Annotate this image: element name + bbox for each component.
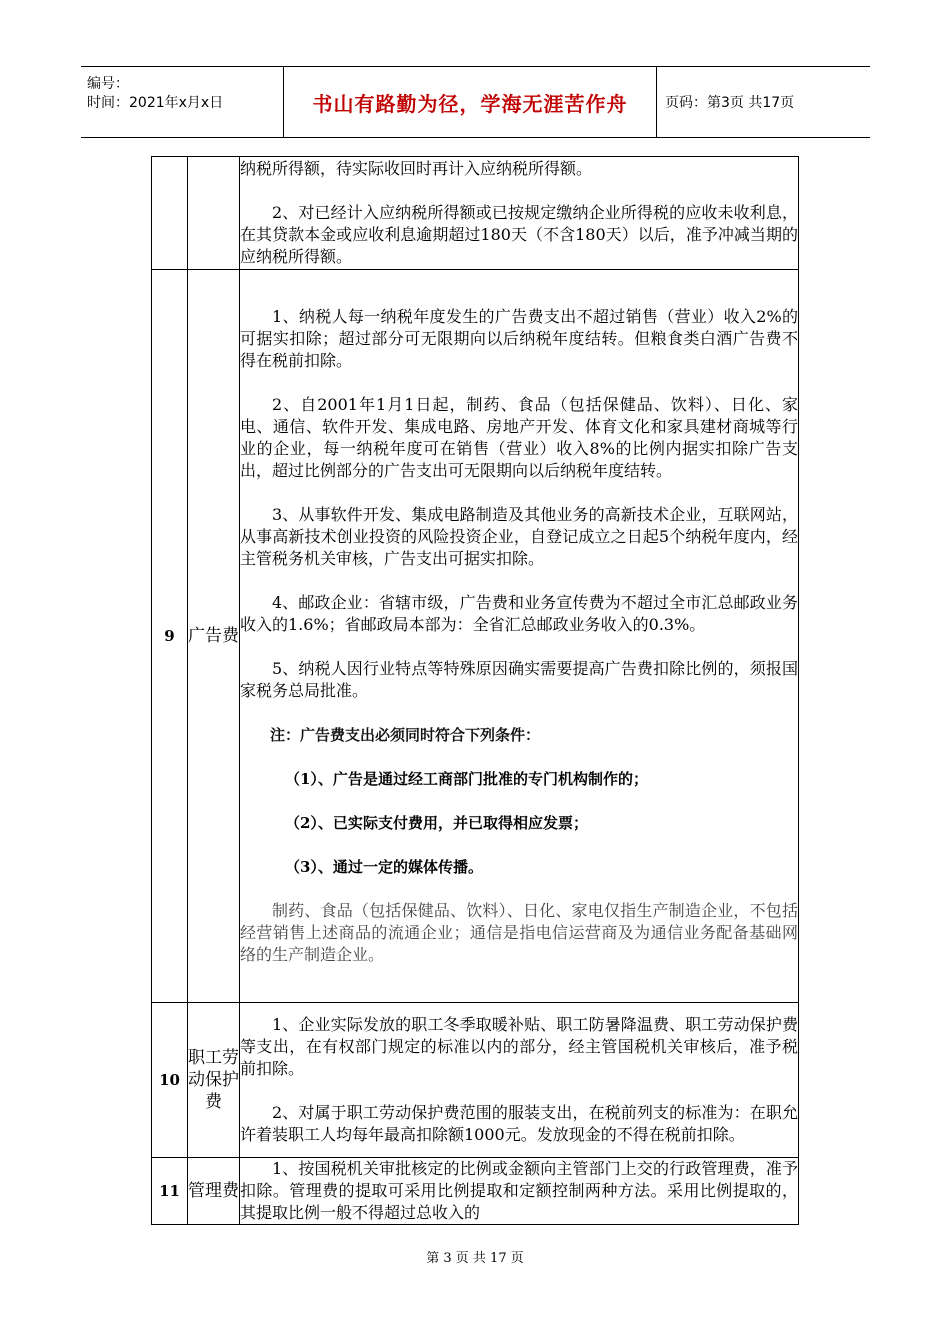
condition-item: （3）、通过一定的媒体传播。 bbox=[285, 858, 483, 876]
paragraph: 2、对属于职工劳动保护费范围的服装支出，在税前列支的标准为：在职允许着装职工人均每年最高扣除额1000元。发放现金的不得在税前扣除。 bbox=[240, 1103, 798, 1144]
time-label: 时间：2021年x月x日 bbox=[87, 95, 224, 111]
row-content bbox=[240, 1158, 799, 1225]
paragraph: 5、纳税人因行业特点等特殊原因确实需要提高广告费扣除比例的，须报国家税务总局批准。 bbox=[240, 659, 798, 700]
motto: 书山有路勤为径，学海无涯苦作舟 bbox=[312, 91, 628, 116]
header-motto-cell bbox=[284, 67, 657, 137]
paragraph: 1、企业实际发放的职工冬季取暖补贴、职工防暑降温费、职工劳动保护费等支出，在有权部门规定的标准以内的部分，经主管国税机关审核后，准予税前扣除。 bbox=[240, 1015, 798, 1078]
header-page-cell bbox=[657, 67, 878, 137]
paragraph: 1、纳税人每一纳税年度发生的广告费支出不超过销售（营业）收入2%的可据实扣除；超过部分可无限期向以后纳税年度结转。但粮食类白酒广告费不得在税前扣除。 bbox=[240, 307, 798, 370]
header-meta bbox=[81, 67, 284, 137]
condition-item: （2）、已实际支付费用，并已取得相应发票； bbox=[285, 814, 588, 832]
row-item: 广告费 bbox=[188, 270, 240, 1003]
row-item bbox=[188, 157, 240, 270]
row-item: 管理费 bbox=[188, 1158, 240, 1225]
condition-item: （1）、广告是通过经工商部门批准的专门机构制作的； bbox=[285, 770, 648, 788]
page-header bbox=[81, 66, 870, 138]
note-heading: 注：广告费支出必须同时符合下列条件： bbox=[270, 726, 541, 744]
row-content bbox=[240, 1003, 799, 1158]
paragraph: 2、对已经计入应纳税所得额或已按规定缴纳企业所得税的应收未收利息，在其贷款本金或应收利息逾期超过180天（不含180天）以后，准予冲减当期的应纳税所得额。 bbox=[240, 203, 798, 266]
content-table bbox=[151, 156, 799, 1225]
row-number: 10 bbox=[152, 1003, 188, 1158]
row-content bbox=[240, 270, 799, 1003]
row-number: 9 bbox=[152, 270, 188, 1003]
paragraph: 3、从事软件开发、集成电路制造及其他业务的高新技术企业，互联网站，从事高新技术创业投资的风险投资企业，自登记成立之日起5个纳税年度内，经主管税务机关审核，广告支出可据实扣除。 bbox=[240, 505, 798, 568]
paragraph: 1、按国税机关审批核定的比例或金额向主管部门上交的行政管理费，准予扣除。管理费的提取可采用比例提取和定额控制两种方法。采用比例提取的，其提取比例一般不得超过总收入的 bbox=[240, 1159, 798, 1222]
paragraph: 4、邮政企业：省辖市级，广告费和业务宣传费为不超过全市汇总邮政业务收入的1.6%；省邮政局本部为：全省汇总邮政业务收入的0.3%。 bbox=[240, 593, 798, 634]
paragraph: 2、自2001年1月1日起，制药、食品（包括保健品、饮料）、日化、家电、通信、软件开发、集成电路、房地产开发、体育文化和家具建材商城等行业的企业，每一纳税年度可在销售（营业）收入8%的比例内据实扣除广告支出，超过比例部分的广告支出可无限期向以后纳税年度结转。 bbox=[240, 395, 798, 480]
page-number-label: 页码：第3页 共17页 bbox=[665, 95, 795, 111]
table-row bbox=[152, 1003, 799, 1158]
row-number: 11 bbox=[152, 1158, 188, 1225]
row-number bbox=[152, 157, 188, 270]
table-row bbox=[152, 157, 799, 270]
table-row bbox=[152, 1158, 799, 1225]
page-footer: 第 3 页 共 17 页 bbox=[426, 1251, 524, 1266]
row-content bbox=[240, 157, 799, 270]
row-item: 职工劳动保护费 bbox=[188, 1003, 240, 1158]
serial-label: 编号： bbox=[87, 76, 129, 92]
paragraph: 纳税所得额，待实际收回时再计入应纳税所得额。 bbox=[240, 159, 593, 178]
remark: 制药、食品（包括保健品、饮料）、日化、家电仅指生产制造企业，不包括经营销售上述商品的流通企业；通信是指电信运营商及为通信业务配备基础网络的生产制造企业。 bbox=[240, 901, 798, 964]
table-row bbox=[152, 270, 799, 1003]
